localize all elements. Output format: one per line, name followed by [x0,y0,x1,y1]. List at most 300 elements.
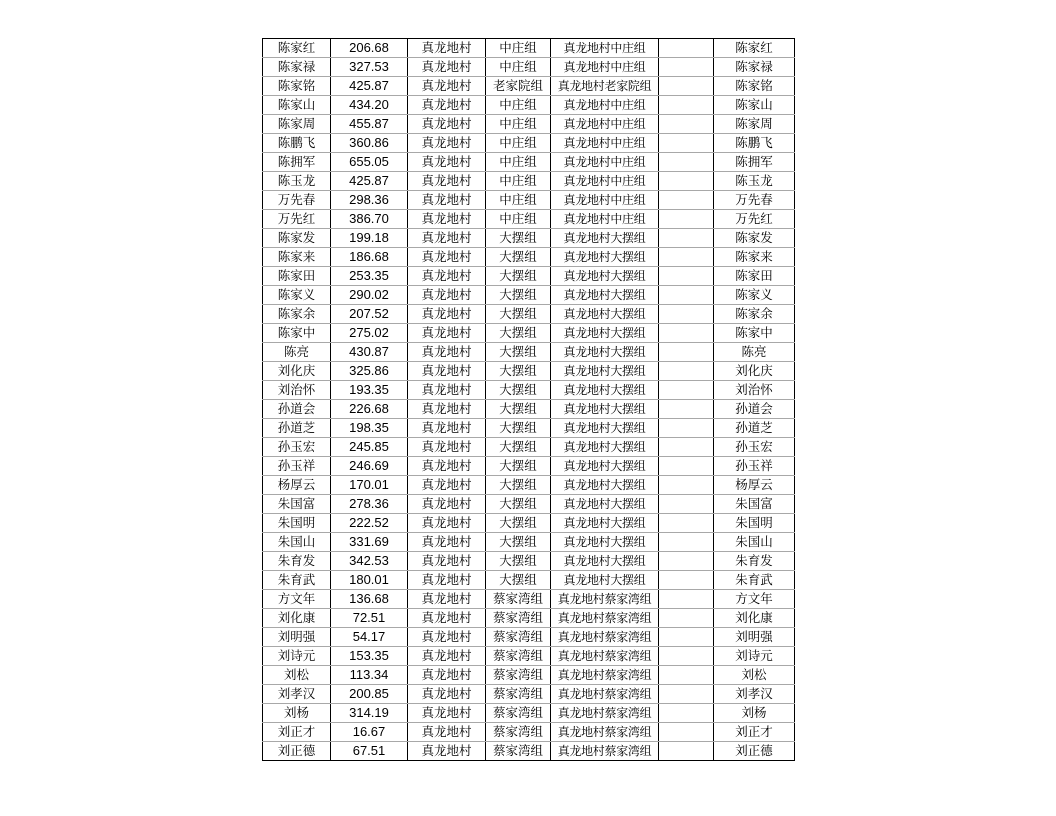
location-cell: 真龙地村蔡家湾组 [551,609,659,628]
location-cell: 真龙地村大摆组 [551,305,659,324]
owner-cell: 陈玉龙 [714,172,795,191]
owner-cell: 刘孝汉 [714,685,795,704]
village-cell: 真龙地村 [408,58,486,77]
data-table [262,38,795,761]
group-cell: 蔡家湾组 [486,704,551,723]
name-cell: 刘孝汉 [263,685,331,704]
area-cell: 222.52 [331,514,408,533]
name-cell: 方文年 [263,590,331,609]
village-cell: 真龙地村 [408,533,486,552]
table-row [263,134,795,153]
owner-cell: 陈家余 [714,305,795,324]
group-cell: 蔡家湾组 [486,609,551,628]
name-cell: 陈家红 [263,39,331,58]
table-row [263,96,795,115]
group-cell: 蔡家湾组 [486,590,551,609]
group-cell: 蔡家湾组 [486,647,551,666]
note-cell [659,134,714,153]
name-cell: 刘杨 [263,704,331,723]
table-row [263,438,795,457]
owner-cell: 朱国富 [714,495,795,514]
village-cell: 真龙地村 [408,438,486,457]
note-cell [659,723,714,742]
owner-cell: 朱国山 [714,533,795,552]
owner-cell: 朱育发 [714,552,795,571]
village-cell: 真龙地村 [408,191,486,210]
note-cell [659,400,714,419]
area-cell: 253.35 [331,267,408,286]
owner-cell: 刘松 [714,666,795,685]
name-cell: 陈拥军 [263,153,331,172]
village-cell: 真龙地村 [408,96,486,115]
location-cell: 真龙地村中庄组 [551,115,659,134]
village-cell: 真龙地村 [408,248,486,267]
note-cell [659,267,714,286]
group-cell: 中庄组 [486,58,551,77]
table-row [263,248,795,267]
name-cell: 陈家余 [263,305,331,324]
group-cell: 大摆组 [486,381,551,400]
name-cell: 杨厚云 [263,476,331,495]
location-cell: 真龙地村蔡家湾组 [551,647,659,666]
note-cell [659,571,714,590]
area-cell: 314.19 [331,704,408,723]
group-cell: 大摆组 [486,533,551,552]
table-row [263,647,795,666]
owner-cell: 万先红 [714,210,795,229]
location-cell: 真龙地村大摆组 [551,229,659,248]
area-cell: 54.17 [331,628,408,647]
table-row [263,552,795,571]
village-cell: 真龙地村 [408,571,486,590]
note-cell [659,305,714,324]
note-cell [659,457,714,476]
name-cell: 万先红 [263,210,331,229]
village-cell: 真龙地村 [408,305,486,324]
location-cell: 真龙地村大摆组 [551,514,659,533]
name-cell: 刘明强 [263,628,331,647]
village-cell: 真龙地村 [408,172,486,191]
group-cell: 大摆组 [486,229,551,248]
note-cell [659,77,714,96]
group-cell: 中庄组 [486,172,551,191]
note-cell [659,495,714,514]
table-row [263,590,795,609]
owner-cell: 刘明强 [714,628,795,647]
note-cell [659,419,714,438]
location-cell: 真龙地村大摆组 [551,419,659,438]
group-cell: 大摆组 [486,286,551,305]
village-cell: 真龙地村 [408,685,486,704]
area-cell: 199.18 [331,229,408,248]
owner-cell: 杨厚云 [714,476,795,495]
table-row [263,343,795,362]
area-cell: 226.68 [331,400,408,419]
note-cell [659,381,714,400]
area-cell: 72.51 [331,609,408,628]
owner-cell: 刘杨 [714,704,795,723]
group-cell: 大摆组 [486,457,551,476]
group-cell: 大摆组 [486,305,551,324]
area-cell: 327.53 [331,58,408,77]
note-cell [659,647,714,666]
group-cell: 中庄组 [486,134,551,153]
location-cell: 真龙地村大摆组 [551,495,659,514]
group-cell: 大摆组 [486,267,551,286]
location-cell: 真龙地村中庄组 [551,153,659,172]
area-cell: 245.85 [331,438,408,457]
owner-cell: 朱育武 [714,571,795,590]
owner-cell: 陈家义 [714,286,795,305]
note-cell [659,229,714,248]
note-cell [659,362,714,381]
group-cell: 中庄组 [486,210,551,229]
note-cell [659,438,714,457]
name-cell: 陈家发 [263,229,331,248]
group-cell: 大摆组 [486,571,551,590]
owner-cell: 万先春 [714,191,795,210]
owner-cell: 刘化庆 [714,362,795,381]
village-cell: 真龙地村 [408,343,486,362]
location-cell: 真龙地村蔡家湾组 [551,742,659,761]
owner-cell: 孙玉祥 [714,457,795,476]
group-cell: 大摆组 [486,419,551,438]
location-cell: 真龙地村蔡家湾组 [551,628,659,647]
village-cell: 真龙地村 [408,229,486,248]
location-cell: 真龙地村老家院组 [551,77,659,96]
location-cell: 真龙地村蔡家湾组 [551,685,659,704]
area-cell: 186.68 [331,248,408,267]
location-cell: 真龙地村大摆组 [551,571,659,590]
area-cell: 325.86 [331,362,408,381]
note-cell [659,609,714,628]
name-cell: 陈玉龙 [263,172,331,191]
table-row [263,229,795,248]
group-cell: 大摆组 [486,438,551,457]
area-cell: 278.36 [331,495,408,514]
area-cell: 655.05 [331,153,408,172]
note-cell [659,39,714,58]
table-row [263,115,795,134]
table-row [263,210,795,229]
group-cell: 蔡家湾组 [486,628,551,647]
village-cell: 真龙地村 [408,514,486,533]
village-cell: 真龙地村 [408,552,486,571]
village-cell: 真龙地村 [408,495,486,514]
table-body [263,39,795,761]
note-cell [659,742,714,761]
note-cell [659,552,714,571]
note-cell [659,172,714,191]
location-cell: 真龙地村中庄组 [551,210,659,229]
owner-cell: 陈亮 [714,343,795,362]
location-cell: 真龙地村大摆组 [551,381,659,400]
note-cell [659,704,714,723]
group-cell: 蔡家湾组 [486,685,551,704]
owner-cell: 陈家田 [714,267,795,286]
area-cell: 198.35 [331,419,408,438]
location-cell: 真龙地村蔡家湾组 [551,590,659,609]
location-cell: 真龙地村大摆组 [551,476,659,495]
name-cell: 陈家中 [263,324,331,343]
table-row [263,666,795,685]
owner-cell: 孙玉宏 [714,438,795,457]
note-cell [659,685,714,704]
area-cell: 331.69 [331,533,408,552]
note-cell [659,590,714,609]
location-cell: 真龙地村中庄组 [551,134,659,153]
name-cell: 孙道会 [263,400,331,419]
name-cell: 陈家田 [263,267,331,286]
name-cell: 刘化庆 [263,362,331,381]
name-cell: 孙玉祥 [263,457,331,476]
name-cell: 陈家义 [263,286,331,305]
table-row [263,457,795,476]
note-cell [659,286,714,305]
location-cell: 真龙地村大摆组 [551,400,659,419]
owner-cell: 刘诗元 [714,647,795,666]
area-cell: 425.87 [331,77,408,96]
group-cell: 大摆组 [486,343,551,362]
area-cell: 67.51 [331,742,408,761]
table-row [263,153,795,172]
owner-cell: 陈家来 [714,248,795,267]
area-cell: 136.68 [331,590,408,609]
location-cell: 真龙地村大摆组 [551,343,659,362]
owner-cell: 孙道会 [714,400,795,419]
table-row [263,305,795,324]
village-cell: 真龙地村 [408,134,486,153]
table-row [263,742,795,761]
owner-cell: 刘正才 [714,723,795,742]
table-row [263,495,795,514]
area-cell: 425.87 [331,172,408,191]
area-cell: 16.67 [331,723,408,742]
area-cell: 113.34 [331,666,408,685]
owner-cell: 刘治怀 [714,381,795,400]
location-cell: 真龙地村大摆组 [551,533,659,552]
name-cell: 刘正德 [263,742,331,761]
owner-cell: 刘正德 [714,742,795,761]
village-cell: 真龙地村 [408,210,486,229]
location-cell: 真龙地村中庄组 [551,191,659,210]
area-cell: 298.36 [331,191,408,210]
area-cell: 430.87 [331,343,408,362]
owner-cell: 朱国明 [714,514,795,533]
location-cell: 真龙地村蔡家湾组 [551,666,659,685]
table-row [263,400,795,419]
village-cell: 真龙地村 [408,153,486,172]
area-cell: 200.85 [331,685,408,704]
name-cell: 朱育发 [263,552,331,571]
owner-cell: 陈家禄 [714,58,795,77]
group-cell: 蔡家湾组 [486,666,551,685]
table-row [263,267,795,286]
location-cell: 真龙地村大摆组 [551,438,659,457]
group-cell: 中庄组 [486,191,551,210]
village-cell: 真龙地村 [408,628,486,647]
group-cell: 大摆组 [486,495,551,514]
area-cell: 170.01 [331,476,408,495]
village-cell: 真龙地村 [408,324,486,343]
location-cell: 真龙地村蔡家湾组 [551,723,659,742]
group-cell: 蔡家湾组 [486,742,551,761]
owner-cell: 陈家发 [714,229,795,248]
owner-cell: 方文年 [714,590,795,609]
name-cell: 刘正才 [263,723,331,742]
village-cell: 真龙地村 [408,267,486,286]
area-cell: 206.68 [331,39,408,58]
location-cell: 真龙地村中庄组 [551,96,659,115]
location-cell: 真龙地村大摆组 [551,248,659,267]
group-cell: 中庄组 [486,96,551,115]
village-cell: 真龙地村 [408,419,486,438]
area-cell: 193.35 [331,381,408,400]
note-cell [659,153,714,172]
name-cell: 朱育武 [263,571,331,590]
area-cell: 153.35 [331,647,408,666]
table-row [263,58,795,77]
owner-cell: 陈鹏飞 [714,134,795,153]
table-row [263,419,795,438]
table-row [263,381,795,400]
village-cell: 真龙地村 [408,704,486,723]
area-cell: 207.52 [331,305,408,324]
table-row [263,39,795,58]
village-cell: 真龙地村 [408,742,486,761]
name-cell: 孙玉宏 [263,438,331,457]
group-cell: 蔡家湾组 [486,723,551,742]
area-cell: 386.70 [331,210,408,229]
area-cell: 275.02 [331,324,408,343]
name-cell: 朱国山 [263,533,331,552]
group-cell: 大摆组 [486,400,551,419]
group-cell: 大摆组 [486,362,551,381]
table-row [263,685,795,704]
area-cell: 180.01 [331,571,408,590]
area-cell: 342.53 [331,552,408,571]
owner-cell: 陈家红 [714,39,795,58]
note-cell [659,248,714,267]
table-row [263,628,795,647]
village-cell: 真龙地村 [408,457,486,476]
group-cell: 大摆组 [486,514,551,533]
note-cell [659,628,714,647]
name-cell: 陈家周 [263,115,331,134]
group-cell: 中庄组 [486,115,551,134]
table-row [263,533,795,552]
group-cell: 大摆组 [486,552,551,571]
owner-cell: 刘化康 [714,609,795,628]
table-row [263,514,795,533]
name-cell: 刘治怀 [263,381,331,400]
group-cell: 大摆组 [486,324,551,343]
name-cell: 陈家来 [263,248,331,267]
table-row [263,324,795,343]
village-cell: 真龙地村 [408,647,486,666]
name-cell: 万先春 [263,191,331,210]
location-cell: 真龙地村中庄组 [551,58,659,77]
name-cell: 刘松 [263,666,331,685]
name-cell: 陈亮 [263,343,331,362]
village-cell: 真龙地村 [408,666,486,685]
village-cell: 真龙地村 [408,723,486,742]
location-cell: 真龙地村大摆组 [551,362,659,381]
village-cell: 真龙地村 [408,381,486,400]
note-cell [659,533,714,552]
name-cell: 朱国富 [263,495,331,514]
village-cell: 真龙地村 [408,77,486,96]
table-row [263,77,795,96]
location-cell: 真龙地村大摆组 [551,457,659,476]
owner-cell: 孙道芝 [714,419,795,438]
table-row [263,723,795,742]
note-cell [659,476,714,495]
location-cell: 真龙地村大摆组 [551,552,659,571]
name-cell: 陈家铭 [263,77,331,96]
table-row [263,571,795,590]
group-cell: 中庄组 [486,153,551,172]
note-cell [659,343,714,362]
note-cell [659,96,714,115]
note-cell [659,666,714,685]
name-cell: 朱国明 [263,514,331,533]
owner-cell: 陈拥军 [714,153,795,172]
village-cell: 真龙地村 [408,39,486,58]
area-cell: 455.87 [331,115,408,134]
location-cell: 真龙地村中庄组 [551,172,659,191]
name-cell: 孙道芝 [263,419,331,438]
name-cell: 刘诗元 [263,647,331,666]
name-cell: 陈家禄 [263,58,331,77]
location-cell: 真龙地村大摆组 [551,286,659,305]
village-cell: 真龙地村 [408,286,486,305]
owner-cell: 陈家山 [714,96,795,115]
note-cell [659,115,714,134]
table-row [263,704,795,723]
table-row [263,286,795,305]
owner-cell: 陈家周 [714,115,795,134]
table-row [263,362,795,381]
village-cell: 真龙地村 [408,362,486,381]
group-cell: 大摆组 [486,248,551,267]
name-cell: 陈鹏飞 [263,134,331,153]
location-cell: 真龙地村蔡家湾组 [551,704,659,723]
village-cell: 真龙地村 [408,400,486,419]
note-cell [659,58,714,77]
area-cell: 246.69 [331,457,408,476]
table-row [263,191,795,210]
name-cell: 陈家山 [263,96,331,115]
area-cell: 290.02 [331,286,408,305]
note-cell [659,324,714,343]
village-cell: 真龙地村 [408,476,486,495]
table-row [263,476,795,495]
table-row [263,172,795,191]
area-cell: 360.86 [331,134,408,153]
group-cell: 老家院组 [486,77,551,96]
location-cell: 真龙地村中庄组 [551,39,659,58]
note-cell [659,210,714,229]
area-cell: 434.20 [331,96,408,115]
village-cell: 真龙地村 [408,115,486,134]
owner-cell: 陈家铭 [714,77,795,96]
group-cell: 中庄组 [486,39,551,58]
owner-cell: 陈家中 [714,324,795,343]
note-cell [659,514,714,533]
table-row [263,609,795,628]
name-cell: 刘化康 [263,609,331,628]
